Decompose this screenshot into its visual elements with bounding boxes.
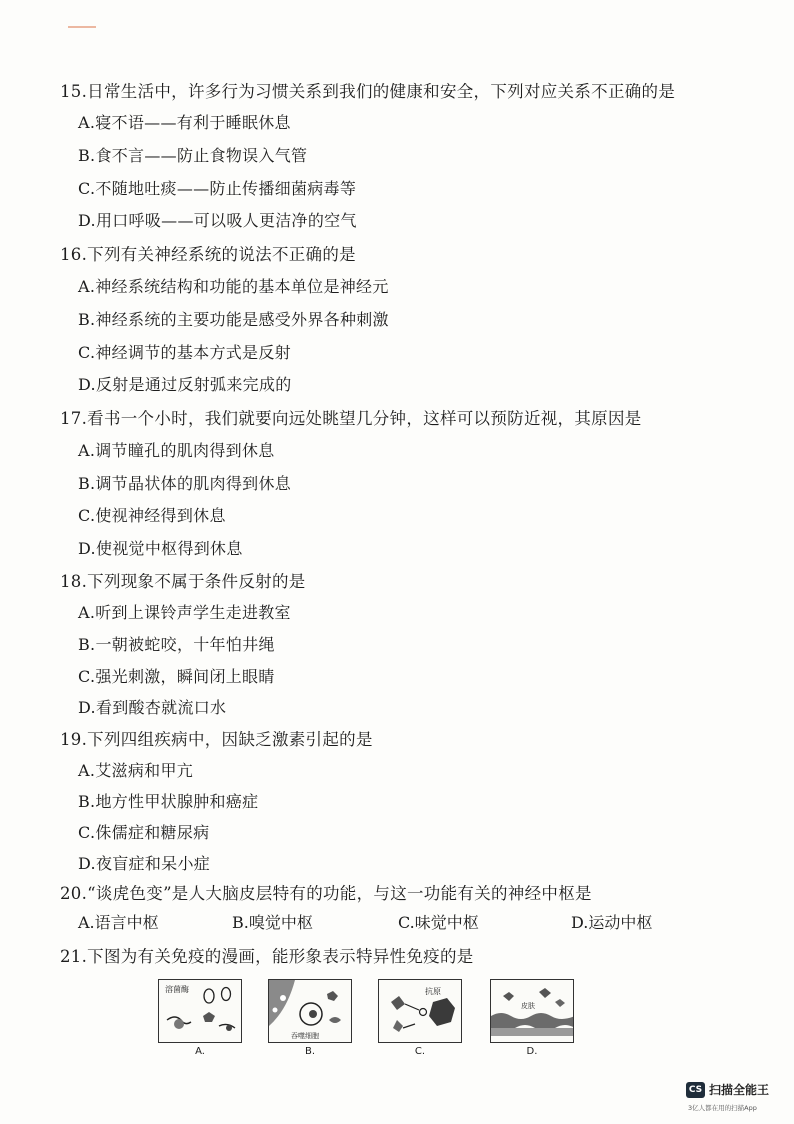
- q18-option-a: A.听到上课铃声学生走进教室: [78, 603, 291, 622]
- q15-option-b: B.食不言——防止食物误入气管: [78, 146, 308, 165]
- q17-option-b: B.调节晶状体的肌肉得到休息: [78, 474, 292, 493]
- panel-c-label: C.: [414, 1046, 426, 1057]
- q15-option-c: C.不随地吐痰——防止传播细菌病毒等: [78, 179, 357, 198]
- q16-option-c: C.神经调节的基本方式是反射: [78, 343, 291, 362]
- q16-option-b: B.神经系统的主要功能是感受外界各种刺激: [78, 310, 389, 329]
- panel-d-label: D.: [526, 1046, 538, 1057]
- cartoon-antigen: [378, 979, 462, 1043]
- q19-option-a: A.艾滋病和甲亢: [78, 761, 194, 780]
- q19-option-b: B.地方性甲状腺肿和癌症: [78, 792, 259, 811]
- q17-option-d: D.使视觉中枢得到休息: [78, 539, 243, 558]
- q20-option-d: D.运动中枢: [571, 913, 653, 932]
- figure-panel-b: [268, 979, 352, 1057]
- watermark-subtitle: 3亿人都在用的扫描App: [688, 1104, 757, 1112]
- question-18-stem: 18.下列现象不属于条件反射的是: [60, 572, 306, 591]
- q15-option-a: A.寝不语——有利于睡眠休息: [78, 113, 291, 132]
- question-20-stem: 20.“谈虎色变”是人大脑皮层特有的功能，与这一功能有关的神经中枢是: [60, 884, 592, 903]
- q20-option-a: A.语言中枢: [78, 913, 159, 932]
- panel-a-caption: 溶菌酶: [165, 985, 189, 994]
- watermark-brand: 扫描全能王: [709, 1083, 770, 1097]
- figure-panel-a: [158, 979, 242, 1057]
- q20-options-row: [78, 910, 678, 934]
- q20-option-b: B.嗅觉中枢: [232, 913, 313, 932]
- cartoon-phagocyte: [268, 979, 352, 1043]
- q17-option-c: C.使视神经得到休息: [78, 506, 226, 525]
- q17-option-a: A.调节瞳孔的肌肉得到休息: [78, 441, 275, 460]
- question-15-stem: 15.日常生活中，许多行为习惯关系到我们的健康和安全，下列对应关系不正确的是: [60, 82, 676, 101]
- q19-option-c: C.侏儒症和糖尿病: [78, 823, 210, 842]
- q18-option-c: C.强光刺激，瞬间闭上眼睛: [78, 667, 275, 686]
- panel-d-caption: 皮肤: [521, 1002, 535, 1010]
- scan-mark: [68, 26, 96, 28]
- panel-c-caption: 抗原: [425, 987, 441, 996]
- q18-option-b: B.一朝被蛇咬，十年怕井绳: [78, 635, 275, 654]
- q15-option-d: D.用口呼吸——可以吸人更洁净的空气: [78, 211, 357, 230]
- figure-panel-d: [490, 979, 574, 1057]
- q16-option-a: A.神经系统结构和功能的基本单位是神经元: [78, 277, 389, 296]
- cartoon-lysozyme: [158, 979, 242, 1043]
- question-16-stem: 16.下列有关神经系统的说法不正确的是: [60, 245, 356, 264]
- cartoon-skin: [490, 979, 574, 1043]
- panel-b-label: B.: [304, 1046, 316, 1057]
- panel-b-caption: 吞噬细胞: [291, 1032, 319, 1040]
- q20-option-c: C.味觉中枢: [398, 913, 479, 932]
- q18-option-d: D.看到酸杏就流口水: [78, 698, 227, 717]
- question-17-stem: 17.看书一个小时，我们就要向远处眺望几分钟，这样可以预防近视，其原因是: [60, 409, 642, 428]
- camscanner-logo-icon: CS: [686, 1082, 705, 1098]
- q19-option-d: D.夜盲症和呆小症: [78, 854, 211, 873]
- question-21-stem: 21.下图为有关免疫的漫画，能形象表示特异性免疫的是: [60, 947, 474, 966]
- panel-a-label: A.: [195, 1046, 205, 1057]
- figure-panel-c: [378, 979, 462, 1057]
- question-19-stem: 19.下列四组疾病中，因缺乏激素引起的是: [60, 730, 373, 749]
- q16-option-d: D.反射是通过反射弧来完成的: [78, 375, 292, 394]
